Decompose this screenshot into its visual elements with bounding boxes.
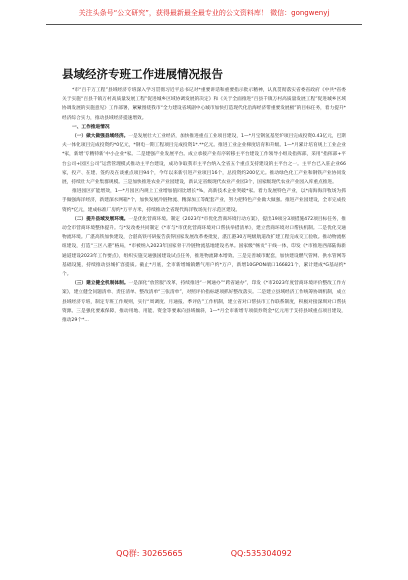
body-paragraph: 推进园区扩能增效，1—*月园区内规上工业增加值同比增长*%，高新技术企业突破*家。着力发展特色产业，以*南海海洋牧场为抓手做强海洋经济，新建深水网箱*个，加快发展冷链物流、精深加工等配套产业，努力把特色产业做大做强。推进产业园建设，全市完成投资约*亿元，建成标准厂房约*万平方米，持续推动全省现代海洋牧场先行示范区建设。 — [62, 189, 346, 213]
contact-footer — [0, 548, 408, 559]
document-body — [62, 86, 346, 325]
subsection-paragraph: （三）建立健全机制体制。一是深化“放管服”改革，持续推进“一网通办”“跨省通办”，印发《*市2023年度营商环境评价整改工作方案》，建立健全问题清单、责任清单、整改清单“三张清单”，对照评价指标逐项抓好整改落实。二是建立县域经济工作统筹协调机制，成立县域经济专班，制定专班工作规则，实行“周调度、月通报、季评估”工作机制，建立省对口帮扶市工作联系制度，积极对接深圳对口帮扶资源。三是强化要素保障，推动用地、用能、资金等要素向县域倾斜，1—*月全市新增专项债券资金*亿元用于支持县域重点项目建设，推动29个*... — [62, 281, 346, 324]
top-rule — [46, 24, 362, 25]
qq-text: QQ:535304092 — [230, 549, 292, 558]
qq-group-text: QQ群: 30265665 — [116, 549, 183, 558]
section-heading: 一、工作推进情况 — [72, 124, 110, 130]
subsection-paragraph: （一）做大做强县域经济。一是发展壮大工业经济，加快推进重点工业项目建设，1—*月宝钢氢基竖炉项目完成投资0.43亿元，巴斯夫一体化项目完成投资约*0亿元，*钢电一期工程项目完成投资1*.**亿元。推进工业企业梯度培育和升级。1—*月累计培育规上工业企业*家，新增‘专精特新’中小企业*家。二是建强产业发展平台。成立承接产业有序转移主平台建设工作领导小组及指挥部，采用“指挥部+平台公司+园区公司”运营管理模式推动主平台建设，成功争取我市主平台纳入全省五个重点支持建设的主平台之一。主平台已入驻企业66家，投产、在建、签约及在谈重点项目94个，今年以来新引进产业项目16个，总投资约200亿元。推动绿色化工产业和钢铁产业协同发展，持续壮大产业集群规模。三是加快推进农业产业园建设，新认定省级现代农业产业园3个，国家级现代农业产业园入库重点推进。 — [62, 134, 346, 186]
page-title: 县域经济专班工作进展情况报告 — [62, 67, 223, 81]
intro-paragraph: *市“百千万工程”县域经济专班深入学习贯彻习近平总书记对*重要讲话和重要指示批示精神，认真贯彻落实省委省政府《中共*省委关于实施“百县千镇万村高质量发展工程”促进城乡区域协调发展的决定》和《关于全面推进“百县千镇万村高质量发展工程”促进城乡区域协调发展的实施意见》工作部署，紧紧围绕我市“全力建设省域副中心城市加快打造现代化沿海经济带重要发展极”的目标任务，着力提升*经济综合实力，推动县域经济提速增效。 — [62, 88, 346, 121]
subsection-paragraph: （二）提升县域发展环境。一是优化营商环境。制定《2023年*市优化营商环境行动方案》，提出19项分3项措施472项目标任务，推动全市营商环境整体提升。与*发改委共同制定《*市与*市优化营商环境对口帮扶举措清单》，建立营商环境对口帮扶机制。二是优化交通物流环境。广湛高铁加快建设，合湛高铁可研报告获得国家发展改革委批复，湛江港30万吨级航道改扩建工程完成交工验收。推动物流枢纽建设，打造“三区八港”格局，*市被纳入2023年国家骨干冷链物流基地建设名单。国家级“畅贡”干线一体，印发《*市推进西部陆海新通道建设2023年工作要点》，组织实施交通强国建设试点任务，推进物流降本增效。三是完善城市配套，加快建设燃气管网、供水管网等基础设施，持续推动县城扩容提质。截止*月底，全市新增城镇燃气用户约*万户，新增10GPON端口166821个，累计建成*G基站约*个。 — [62, 216, 346, 278]
top-banner: 关注头条号“公文研究”，获得最新最全最专业的公文资料库！ 微信：gongwenyj — [78, 9, 330, 17]
